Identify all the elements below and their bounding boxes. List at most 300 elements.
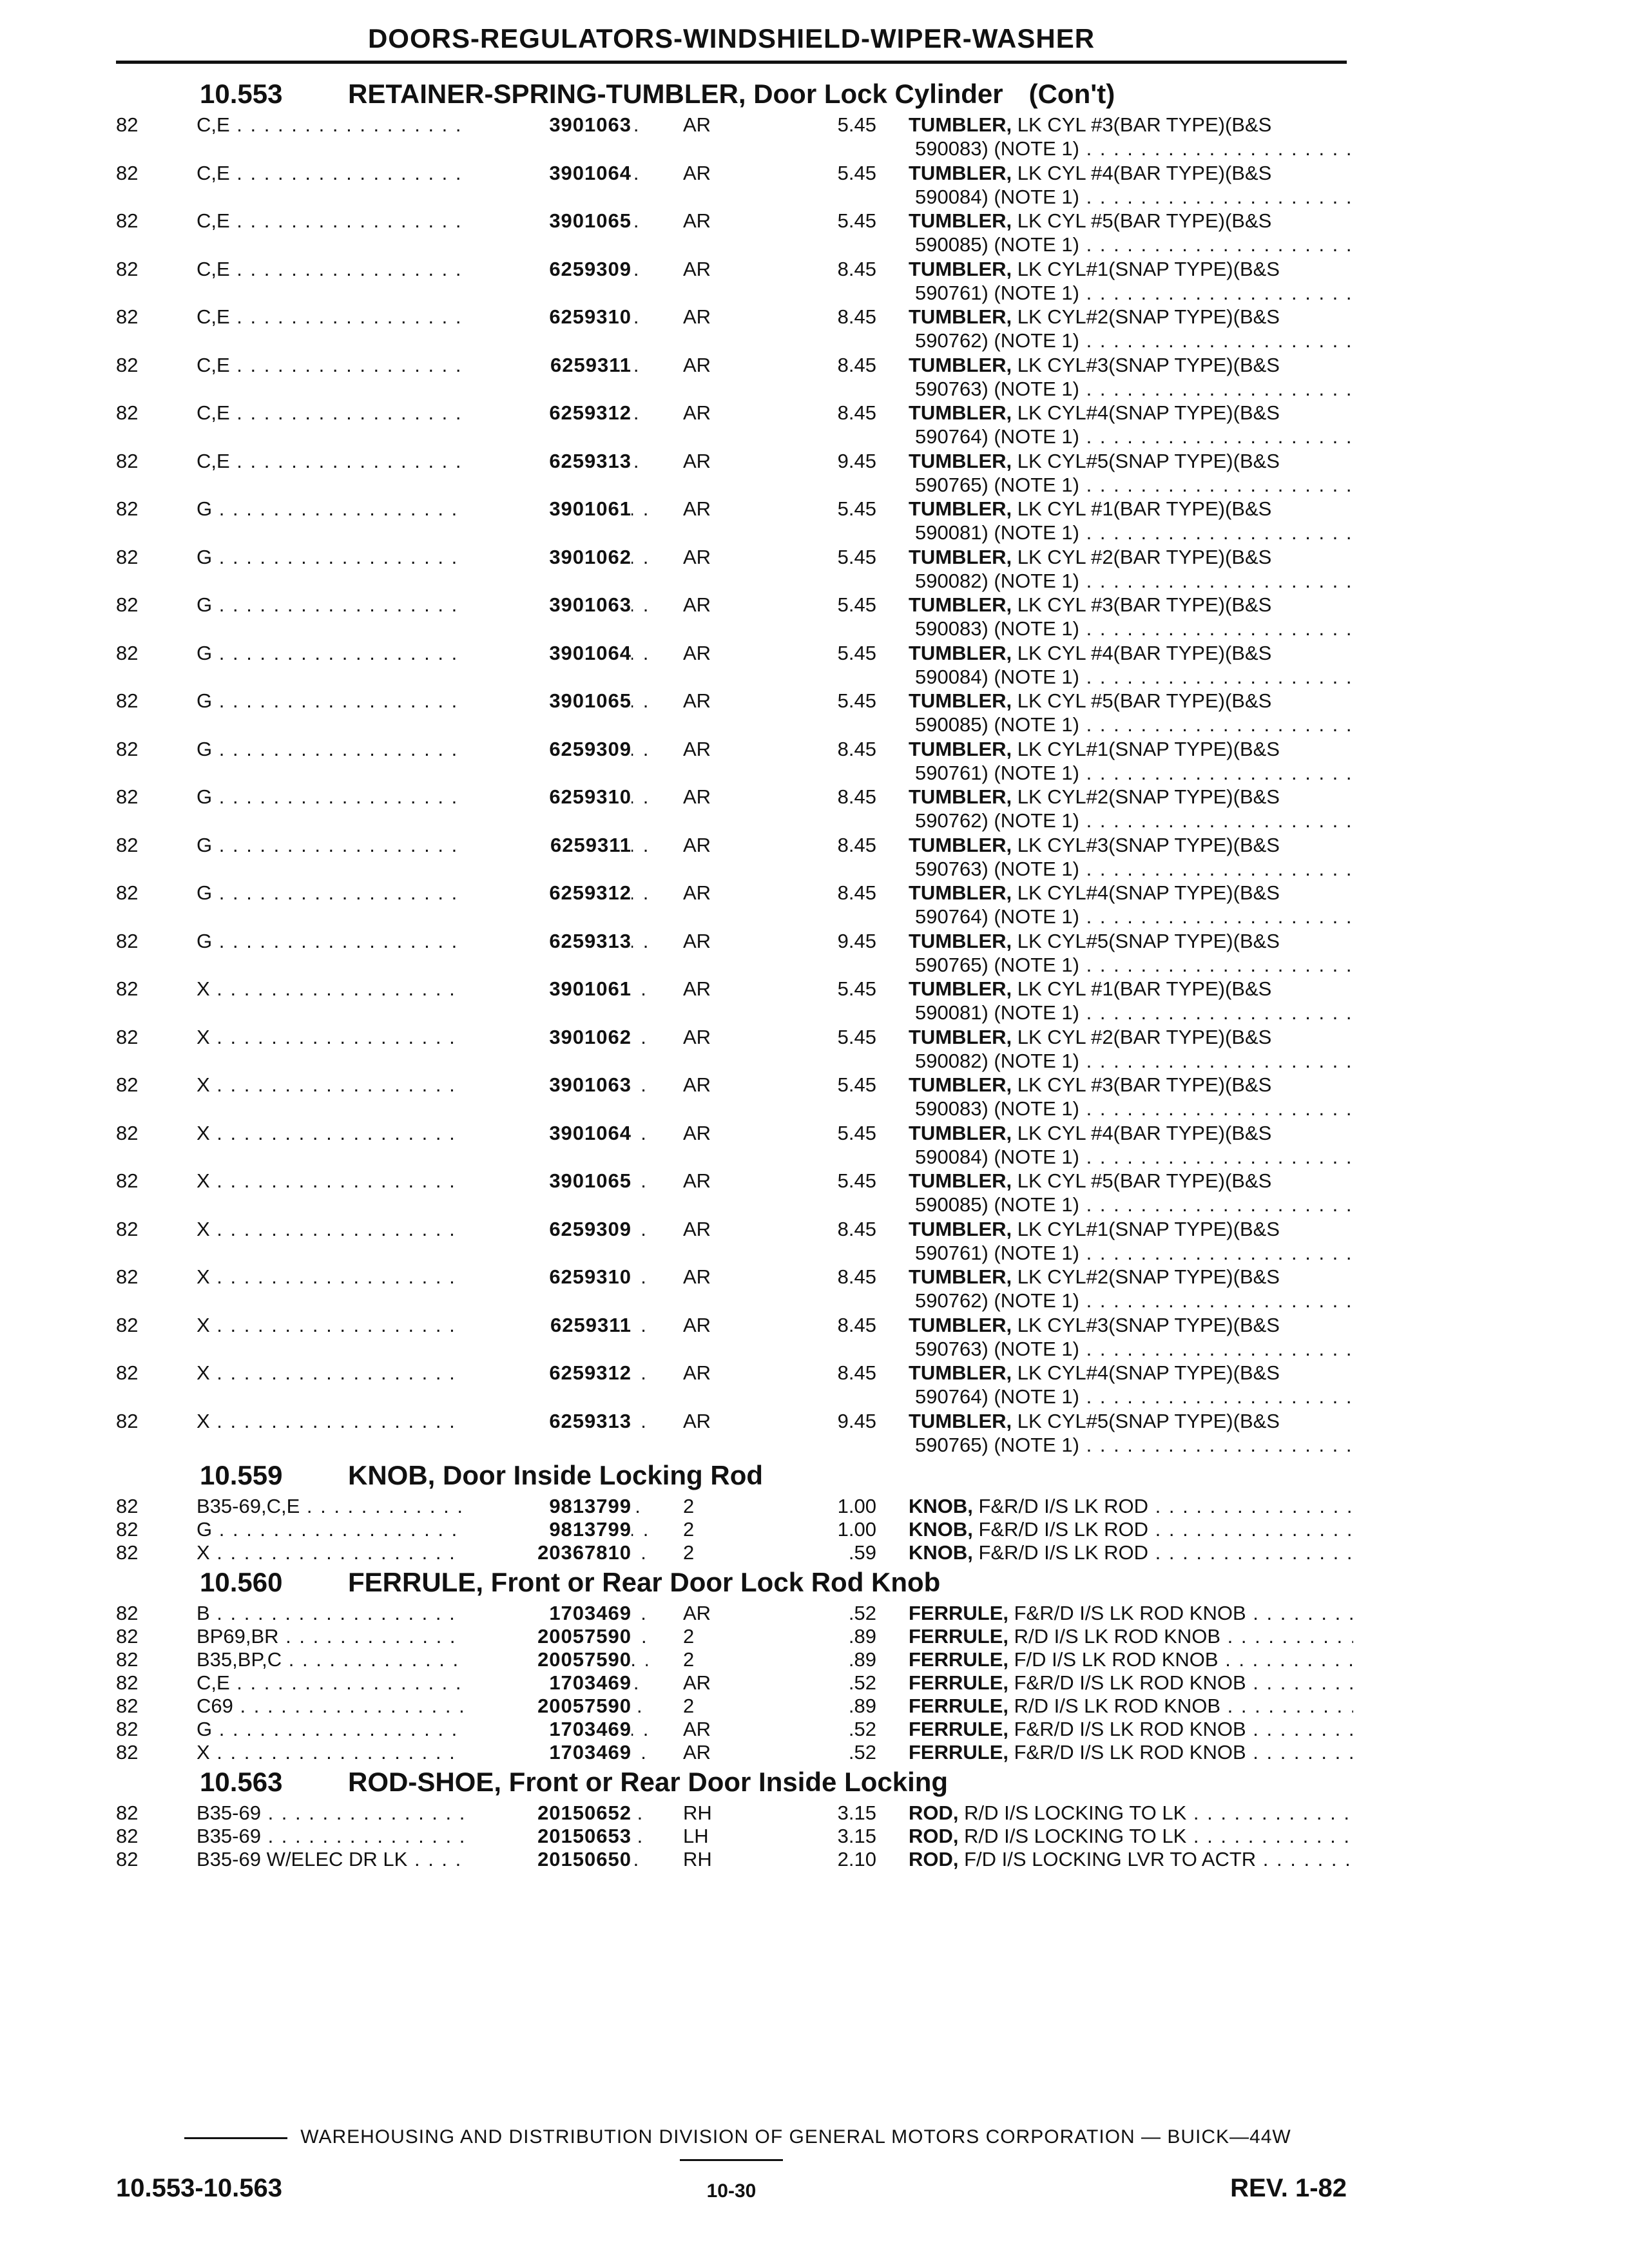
description-text: LK CYL#2(SNAP TYPE)(B&S <box>1017 305 1280 328</box>
description-text: LK CYL #5(BAR TYPE)(B&S <box>1017 1169 1272 1192</box>
model-year: 82 <box>116 449 139 472</box>
catalog-row <box>116 1625 1347 1648</box>
description-continued: 590085) (NOTE 1) . . . <box>896 1193 1353 1216</box>
catalog-row <box>116 209 1347 258</box>
description-keyword: TUMBLER, <box>909 1265 1012 1288</box>
description-text: LK CYL #3(BAR TYPE)(B&S <box>1017 113 1272 136</box>
description-text: LK CYL #3(BAR TYPE)(B&S <box>1017 593 1272 616</box>
description <box>909 930 1353 953</box>
catalog-row <box>116 1648 1347 1671</box>
description-keyword: TUMBLER, <box>909 929 1012 952</box>
description <box>909 1314 1353 1337</box>
quantity: RH <box>683 1848 712 1870</box>
catalog-row <box>116 497 1347 546</box>
model-code: B . . . <box>197 1602 648 1625</box>
description-keyword: TUMBLER, <box>909 689 1012 712</box>
page-header: DOORS-REGULATORS-WINDSHIELD-WIPER-WASHER <box>116 23 1347 64</box>
price: 9.45 <box>837 1409 876 1432</box>
description-keyword: FERRULE, <box>909 1741 1008 1763</box>
description-keyword: TUMBLER, <box>909 545 1012 568</box>
model-code: C,E . . . <box>197 450 648 473</box>
section-name-text: RETAINER-SPRING-TUMBLER, Door Lock Cylinder <box>348 79 1003 109</box>
description-continued: 590761) (NOTE 1) . . . <box>896 282 1353 305</box>
description <box>909 977 1353 1001</box>
price: .89 <box>848 1695 876 1717</box>
model-code: C,E . . . <box>197 1671 648 1695</box>
description-text: LK CYL #5(BAR TYPE)(B&S <box>1017 689 1272 712</box>
price: 5.45 <box>837 689 876 712</box>
description-keyword: KNOB, <box>909 1495 973 1517</box>
catalog-row <box>116 642 1347 690</box>
catalog-row <box>116 1825 1347 1848</box>
model-code: X . . . <box>197 1541 648 1564</box>
quantity: 2 <box>683 1625 695 1648</box>
description <box>909 1518 1353 1541</box>
quantity: AR <box>683 1602 711 1624</box>
description-keyword: KNOB, <box>909 1541 973 1564</box>
model-code: X . . . <box>197 977 648 1001</box>
model-code: G . . . <box>197 1518 648 1541</box>
description-text: LK CYL#2(SNAP TYPE)(B&S <box>1017 1265 1280 1288</box>
description-keyword: FERRULE, <box>909 1695 1008 1717</box>
section-number: 10.553 <box>200 79 283 109</box>
model-code: BP69,BR . . . <box>197 1625 648 1648</box>
model-code: X . . . <box>197 1218 648 1241</box>
description-text: LK CYL#3(SNAP TYPE)(B&S <box>1017 353 1280 376</box>
description-keyword: TUMBLER, <box>909 1313 1012 1336</box>
description-keyword: TUMBLER, <box>909 305 1012 328</box>
section-name <box>348 1460 763 1491</box>
price: 5.45 <box>837 1169 876 1192</box>
quantity: AR <box>683 1217 711 1240</box>
catalog-row <box>116 1361 1347 1410</box>
description-continued: 590085) (NOTE 1) . . . <box>896 713 1353 736</box>
model-code: X . . . <box>197 1314 648 1337</box>
section-number: 10.559 <box>200 1460 283 1490</box>
section-title <box>116 76 1347 113</box>
description-text: LK CYL #4(BAR TYPE)(B&S <box>1017 1121 1272 1144</box>
catalog-row <box>116 593 1347 642</box>
model-year: 82 <box>116 1025 139 1048</box>
price: 8.45 <box>837 1361 876 1384</box>
price: 2.10 <box>837 1848 876 1870</box>
section-name-text: ROD-SHOE, Front or Rear Door Inside Locking <box>348 1767 949 1797</box>
description-text: R/D I/S LOCKING TO LK <box>964 1802 1187 1824</box>
model-code: C,E . . . <box>197 305 648 329</box>
description-continued: 590081) (NOTE 1) . . . <box>896 521 1353 544</box>
catalog-row <box>116 785 1347 834</box>
quantity: 2 <box>683 1541 695 1564</box>
quantity: AR <box>683 785 711 808</box>
description-keyword: TUMBLER, <box>909 1121 1012 1144</box>
description-keyword: TUMBLER, <box>909 1361 1012 1384</box>
section-range: 10.553-10.563 <box>116 2174 283 2202</box>
part-number: 9813799 <box>464 1518 631 1541</box>
part-number: 6259311 <box>464 1314 631 1337</box>
description-text: R/D I/S LK ROD KNOB <box>1014 1625 1221 1648</box>
model-code: G . . . <box>197 785 648 809</box>
model-year: 82 <box>116 1671 139 1694</box>
model-year: 82 <box>116 545 139 568</box>
catalog-row <box>116 1671 1347 1695</box>
catalog-row <box>116 834 1347 882</box>
section-title <box>116 1564 1347 1602</box>
description-keyword: TUMBLER, <box>909 881 1012 904</box>
description-keyword: TUMBLER, <box>909 641 1012 664</box>
description-text: LK CYL#4(SNAP TYPE)(B&S <box>1017 401 1280 424</box>
quantity: AR <box>683 161 711 184</box>
description-text: LK CYL #4(BAR TYPE)(B&S <box>1017 641 1272 664</box>
price: 9.45 <box>837 929 876 952</box>
description <box>909 209 1353 233</box>
quantity: AR <box>683 257 711 280</box>
model-year: 82 <box>116 977 139 1000</box>
quantity: AR <box>683 1265 711 1288</box>
description <box>909 1218 1353 1241</box>
price: 8.45 <box>837 257 876 280</box>
model-code: G . . . <box>197 881 648 905</box>
description-text: LK CYL#2(SNAP TYPE)(B&S <box>1017 785 1280 808</box>
description-keyword: TUMBLER, <box>909 833 1012 856</box>
description-continued: 590084) (NOTE 1) . . . <box>896 666 1353 689</box>
price: 8.45 <box>837 1313 876 1336</box>
model-year: 82 <box>116 1848 139 1870</box>
model-code: B35-69 . . . <box>197 1802 648 1825</box>
model-code: C,E . . . <box>197 258 648 281</box>
part-number: 3901062 <box>464 1026 631 1049</box>
price: 8.45 <box>837 353 876 376</box>
description <box>909 1802 1353 1825</box>
model-year: 82 <box>116 257 139 280</box>
section-number: 10.560 <box>200 1567 283 1597</box>
description <box>909 1122 1353 1145</box>
description <box>909 401 1353 425</box>
catalog-row <box>116 738 1347 786</box>
description-text: LK CYL #2(BAR TYPE)(B&S <box>1017 545 1272 568</box>
description-continued: 590082) (NOTE 1) . . . <box>896 570 1353 593</box>
quantity: AR <box>683 689 711 712</box>
catalog-row <box>116 1073 1347 1122</box>
model-year: 82 <box>116 1409 139 1432</box>
description-keyword: TUMBLER, <box>909 1217 1012 1240</box>
model-year: 82 <box>116 1541 139 1564</box>
description <box>909 1671 1353 1695</box>
quantity: AR <box>683 1073 711 1096</box>
quantity: 2 <box>683 1495 695 1517</box>
quantity: AR <box>683 401 711 424</box>
description <box>909 1848 1353 1871</box>
part-number: 3901064 <box>464 162 631 185</box>
part-number: 6259309 <box>464 738 631 761</box>
description-continued: 590082) (NOTE 1) . . . <box>896 1050 1353 1073</box>
description <box>909 258 1353 281</box>
description-keyword: TUMBLER, <box>909 593 1012 616</box>
part-number: 9813799 <box>464 1495 631 1518</box>
price: .52 <box>848 1602 876 1624</box>
model-code: X . . . <box>197 1265 648 1289</box>
description <box>909 1495 1353 1518</box>
part-number: 6259309 <box>464 258 631 281</box>
section-title <box>116 1764 1347 1802</box>
price: 5.45 <box>837 977 876 1000</box>
description-keyword: FERRULE, <box>909 1602 1008 1624</box>
description <box>909 1541 1353 1564</box>
catalog-row <box>116 305 1347 354</box>
part-number: 1703469 <box>464 1741 631 1764</box>
description-continued: 590764) (NOTE 1) . . . <box>896 905 1353 928</box>
quantity: AR <box>683 737 711 760</box>
model-year: 82 <box>116 1625 139 1648</box>
section-number: 10.563 <box>200 1767 283 1797</box>
description-text: F&R/D I/S LK ROD <box>978 1495 1149 1517</box>
part-number: 3901063 <box>464 113 631 137</box>
description-keyword: TUMBLER, <box>909 161 1012 184</box>
price: 3.15 <box>837 1802 876 1824</box>
description <box>909 1073 1353 1097</box>
catalog-row <box>116 1495 1347 1518</box>
description-continued: 590764) (NOTE 1) . . . <box>896 425 1353 448</box>
price: 5.45 <box>837 641 876 664</box>
quantity: AR <box>683 449 711 472</box>
section-title <box>116 1457 1347 1495</box>
description-continued: 590085) (NOTE 1) . . . <box>896 233 1353 256</box>
quantity: AR <box>683 977 711 1000</box>
model-year: 82 <box>116 1073 139 1096</box>
part-number: 3901065 <box>464 689 631 713</box>
description-text: LK CYL #3(BAR TYPE)(B&S <box>1017 1073 1272 1096</box>
description-text: R/D I/S LOCKING TO LK <box>964 1825 1187 1847</box>
model-year: 82 <box>116 353 139 376</box>
description <box>909 785 1353 809</box>
description-continued: 590761) (NOTE 1) . . . <box>896 762 1353 785</box>
model-year: 82 <box>116 1495 139 1517</box>
quantity: AR <box>683 1169 711 1192</box>
part-number: 3901065 <box>464 209 631 233</box>
quantity: 2 <box>683 1518 695 1541</box>
part-number: 3901061 <box>464 497 631 521</box>
quantity: AR <box>683 1741 711 1763</box>
quantity: AR <box>683 833 711 856</box>
footer-org-text: WAREHOUSING AND DISTRIBUTION DIVISION OF GENERAL MOTORS CORPORATION — BUICK—44W <box>300 2126 1291 2148</box>
description-continued: 590763) (NOTE 1) . . . <box>896 1338 1353 1361</box>
catalog-row <box>116 354 1347 402</box>
catalog-row <box>116 1026 1347 1074</box>
description-text: LK CYL#5(SNAP TYPE)(B&S <box>1017 449 1280 472</box>
part-number: 6259312 <box>464 881 631 905</box>
model-year: 82 <box>116 593 139 616</box>
description-continued: 590083) (NOTE 1) . . . <box>896 1097 1353 1120</box>
part-number: 20057590 <box>464 1648 631 1671</box>
model-year: 82 <box>116 1265 139 1288</box>
quantity: AR <box>683 305 711 328</box>
model-code: G . . . <box>197 738 648 761</box>
model-code: X . . . <box>197 1741 648 1764</box>
model-code: G . . . <box>197 930 648 953</box>
description <box>909 1695 1353 1718</box>
description <box>909 1602 1353 1625</box>
catalog-row <box>116 546 1347 594</box>
description-text: F&R/D I/S LK ROD KNOB <box>1014 1718 1246 1740</box>
catalog-row <box>116 1718 1347 1741</box>
part-number: 6259310 <box>464 1265 631 1289</box>
model-year: 82 <box>116 1313 139 1336</box>
description-text: LK CYL#4(SNAP TYPE)(B&S <box>1017 881 1280 904</box>
section-name <box>348 1567 940 1598</box>
part-number: 6259310 <box>464 785 631 809</box>
quantity: AR <box>683 929 711 952</box>
part-number: 6259310 <box>464 305 631 329</box>
price: .89 <box>848 1625 876 1648</box>
part-number: 20150652 <box>464 1802 631 1825</box>
model-year: 82 <box>116 161 139 184</box>
price: 8.45 <box>837 785 876 808</box>
section-name <box>348 1767 948 1798</box>
catalog-row <box>116 1541 1347 1564</box>
model-code: B35,BP,C . . . <box>197 1648 648 1671</box>
description <box>909 689 1353 713</box>
description-text: LK CYL#4(SNAP TYPE)(B&S <box>1017 1361 1280 1384</box>
catalog-row <box>116 930 1347 978</box>
quantity: AR <box>683 593 711 616</box>
quantity: AR <box>683 1121 711 1144</box>
model-code: C,E . . . <box>197 401 648 425</box>
description <box>909 1265 1353 1289</box>
description-continued: 590762) (NOTE 1) . . . <box>896 809 1353 832</box>
description-continued: 590763) (NOTE 1) . . . <box>896 378 1353 401</box>
model-year: 82 <box>116 401 139 424</box>
quantity: 2 <box>683 1648 695 1671</box>
catalog-row <box>116 1741 1347 1764</box>
model-code: C69 . . . <box>197 1695 648 1718</box>
catalog-row <box>116 1218 1347 1266</box>
model-year: 82 <box>116 1802 139 1824</box>
model-code: G . . . <box>197 642 648 665</box>
part-number: 20057590 <box>464 1625 631 1648</box>
part-number: 6259312 <box>464 1361 631 1385</box>
model-code: X . . . <box>197 1169 648 1193</box>
price: .59 <box>848 1541 876 1564</box>
description-text: LK CYL#5(SNAP TYPE)(B&S <box>1017 929 1280 952</box>
description <box>909 642 1353 665</box>
description-text: LK CYL #1(BAR TYPE)(B&S <box>1017 977 1272 1000</box>
continued-label: (Con't) <box>1028 79 1115 109</box>
model-year: 82 <box>116 305 139 328</box>
model-year: 82 <box>116 209 139 232</box>
catalog-row <box>116 977 1347 1026</box>
price: 5.45 <box>837 497 876 520</box>
quantity: AR <box>683 1671 711 1694</box>
model-code: X . . . <box>197 1026 648 1049</box>
quantity: AR <box>683 497 711 520</box>
section-name <box>348 79 1115 110</box>
model-code: G . . . <box>197 546 648 569</box>
quantity: AR <box>683 353 711 376</box>
model-year: 82 <box>116 1741 139 1763</box>
part-number: 6259313 <box>464 1410 631 1433</box>
quantity: AR <box>683 1313 711 1336</box>
description-continued: 590765) (NOTE 1) . . . <box>896 474 1353 497</box>
description <box>909 162 1353 185</box>
description <box>909 1718 1353 1741</box>
catalog-row <box>116 1265 1347 1314</box>
price: .52 <box>848 1741 876 1763</box>
page-number: 10-30 <box>706 2180 757 2202</box>
catalog-row <box>116 1802 1347 1825</box>
model-code: B35-69,C,E . . . <box>197 1495 648 1518</box>
description-continued: 590084) (NOTE 1) . . . <box>896 1146 1353 1169</box>
description-continued: 590763) (NOTE 1) . . . <box>896 858 1353 881</box>
description-keyword: FERRULE, <box>909 1671 1008 1694</box>
quantity: AR <box>683 545 711 568</box>
description-keyword: TUMBLER, <box>909 737 1012 760</box>
description-continued: 590764) (NOTE 1) . . . <box>896 1385 1353 1408</box>
part-number: 6259312 <box>464 401 631 425</box>
price: 5.45 <box>837 1121 876 1144</box>
description-continued: 590084) (NOTE 1) . . . <box>896 186 1353 209</box>
quantity: RH <box>683 1802 712 1824</box>
quantity: AR <box>683 881 711 904</box>
quantity: AR <box>683 1361 711 1384</box>
part-number: 6259311 <box>464 354 631 377</box>
catalog-row <box>116 1314 1347 1362</box>
catalog-row <box>116 401 1347 450</box>
model-year: 82 <box>116 641 139 664</box>
part-number: 3901064 <box>464 642 631 665</box>
catalog-row <box>116 1122 1347 1170</box>
model-code: X . . . <box>197 1073 648 1097</box>
description-keyword: TUMBLER, <box>909 1409 1012 1432</box>
price: 8.45 <box>837 833 876 856</box>
description-text: LK CYL#3(SNAP TYPE)(B&S <box>1017 1313 1280 1336</box>
description-continued: 590761) (NOTE 1) . . . <box>896 1242 1353 1265</box>
price: .52 <box>848 1718 876 1740</box>
model-year: 82 <box>116 1602 139 1624</box>
description-continued: 590762) (NOTE 1) . . . <box>896 1289 1353 1312</box>
section-name-text: KNOB, Door Inside Locking Rod <box>348 1460 764 1490</box>
description-text: F&R/D I/S LK ROD KNOB <box>1014 1602 1246 1624</box>
quantity: AR <box>683 1409 711 1432</box>
catalog-row <box>116 1410 1347 1458</box>
model-year: 82 <box>116 497 139 520</box>
price: 3.15 <box>837 1825 876 1847</box>
description-keyword: FERRULE, <box>909 1625 1008 1648</box>
description-continued: 590081) (NOTE 1) . . . <box>896 1001 1353 1024</box>
model-year: 82 <box>116 1648 139 1671</box>
model-code: B35-69 . . . <box>197 1825 648 1848</box>
price: 8.45 <box>837 305 876 328</box>
model-year: 82 <box>116 689 139 712</box>
model-year: 82 <box>116 881 139 904</box>
part-number: 3901063 <box>464 593 631 617</box>
model-code: G . . . <box>197 497 648 521</box>
description-text: LK CYL#1(SNAP TYPE)(B&S <box>1017 257 1280 280</box>
description-keyword: TUMBLER, <box>909 1073 1012 1096</box>
model-code: B35-69 W/ELEC DR LK . . . <box>197 1848 648 1871</box>
description-keyword: ROD, <box>909 1802 959 1824</box>
description-keyword: TUMBLER, <box>909 1025 1012 1048</box>
description-text: F&R/D I/S LK ROD KNOB <box>1014 1671 1246 1694</box>
revision: REV. 1-82 <box>1230 2174 1347 2202</box>
description-keyword: TUMBLER, <box>909 497 1012 520</box>
price: 8.45 <box>837 881 876 904</box>
description <box>909 546 1353 569</box>
description <box>909 1648 1353 1671</box>
part-number: 1703469 <box>464 1671 631 1695</box>
description-continued: 590083) (NOTE 1) . . . <box>896 137 1353 160</box>
catalog-row <box>116 1695 1347 1718</box>
model-year: 82 <box>116 1695 139 1717</box>
description <box>909 450 1353 473</box>
